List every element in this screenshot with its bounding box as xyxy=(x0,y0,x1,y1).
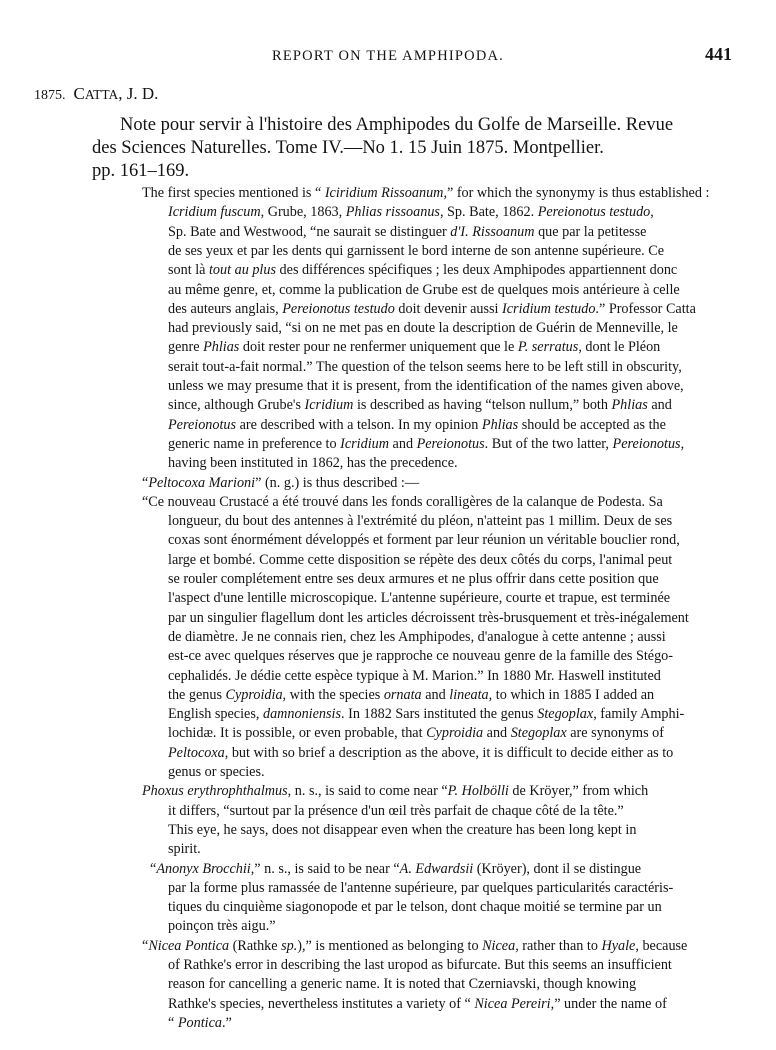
body-line: “Ce nouveau Crustacé a été trouvé dans les fonds coralligères de la calanque de Podesta. Sa xyxy=(142,493,663,510)
running-head: REPORT ON THE AMPHIPODA. xyxy=(271,48,505,64)
citation-line: Note pour servir à l'histoire des Amphipodes du Golfe de Marseille. Revue xyxy=(120,115,674,135)
body-line: “ Pontica.” xyxy=(168,1014,232,1031)
body-line: “Nicea Pontica (Rathke sp.),” is mentioned as belonging to Nicea, rather than to Hyale, because xyxy=(142,937,688,954)
body-line: it differs, “surtout par la présence d'un œil très parfait de chaque côté de la tête.” xyxy=(168,802,624,819)
body-line: par la forme plus ramassée de l'antenne supérieure, par quelques particularités caractéris- xyxy=(168,879,674,896)
body-line: se rouler complétement entre ses deux armures et ne plus offrir dans cette position que xyxy=(168,571,659,587)
author-surname: ATTA xyxy=(84,87,119,102)
body-line: par un singulier flagellum dont les articles décroissent très-brusquement et très-inégalement xyxy=(168,609,689,626)
body-line: genre Phlias doit rester pour ne renfermer uniquement que le P. serratus, dont le Pléon xyxy=(168,339,661,356)
body-line: “Anonyx Brocchii,” n. s., is said to be near “A. Edwardsii (Kröyer), dont il se distingue xyxy=(150,860,642,877)
body-line: “Peltocoxa Marioni” (n. g.) is thus described :— xyxy=(142,474,420,491)
body-line: de ses yeux et par les dents qui garnissent le bord interne de son antenne supérieure. Ce xyxy=(168,242,665,259)
body-line: est-ce avec quelques réserves que je rapproche ce nouveau genre de la famille des Stégo- xyxy=(168,648,673,665)
body-line: tiques du cinquième siagonopode et par le telson, dont chaque moitié se termine par un xyxy=(168,899,662,916)
entry-heading xyxy=(34,84,158,104)
body-line: The first species mentioned is “ Iciridium Rissoanum,” for which the synonymy is thus established : xyxy=(142,185,710,201)
author-initial: C xyxy=(73,84,85,103)
body-line: Peltocoxa, but with so brief a description as the above, it is difficult to decide either as to xyxy=(168,744,674,761)
body-line: Sp. Bate and Westwood, “ne saurait se distinguer d'I. Rissoanum que par la petitesse xyxy=(168,223,647,240)
body-line: large et bombé. Comme cette disposition se répète des deux côtés du corps, l'animal peut xyxy=(168,551,673,568)
body-line: unless we may presume that it is present, from the identification of the names given above, xyxy=(168,378,684,394)
body-line: coxas sont énormément développés et forment par leur réunion un véritable bouclier rond, xyxy=(168,532,680,549)
entry-year: 1875. xyxy=(34,88,66,103)
page-number: 441 xyxy=(705,44,732,64)
body-line: had previously said, “si on ne met pas en doute la description de Guérin de Menneville, le xyxy=(168,320,678,337)
body-line: lochidæ. It is possible, or even probable, that Cyproidia and Stegoplax are synonyms of xyxy=(168,725,664,742)
body-line: generic name in preference to Icridium and Pereionotus. But of the two latter, Pereionotus, xyxy=(168,435,685,452)
body-line: de diamètre. Je ne connais rien, chez les Amphipodes, d'analogue à cette antenne ; aussi xyxy=(168,628,666,645)
body-line: English species, damnoniensis. In 1882 Sars instituted the genus Stegoplax, family Amphi- xyxy=(168,706,685,723)
body-line: au même genre, et, comme la publication de Grube est de quelques mois antérieure à celle xyxy=(168,281,680,298)
body-line: Rathke's species, nevertheless institutes a variety of “ Nicea Pereiri,” under the name of xyxy=(168,995,667,1012)
body-line: the genus Cyproidia, with the species ornata and lineata, to which in 1885 I added an xyxy=(168,686,655,703)
body-line: reason for cancelling a generic name. It is noted that Czerniavski, though knowing xyxy=(168,976,637,993)
citation-line: pp. 161–169. xyxy=(92,161,190,181)
body-line: spirit. xyxy=(168,841,201,858)
body-line: of Rathke's error in describing the last uropod as bifurcate. But this seems an insufficient xyxy=(168,957,672,973)
body-line: sont là tout au plus des différences spécifiques ; les deux Amphipodes appartiennent donc xyxy=(168,262,678,279)
author-initials: , J. D. xyxy=(118,84,159,103)
body-line: having been instituted in 1862, has the precedence. xyxy=(168,455,458,472)
body-line: This eye, he says, does not disappear even when the creature has been long kept in xyxy=(168,821,637,838)
page-header xyxy=(0,44,776,72)
body-line: Phoxus erythrophthalmus, n. s., is said to come near “P. Holbölli de Kröyer,” from which xyxy=(142,783,649,800)
body-line: Pereionotus are described with a telson. In my opinion Phlias should be accepted as the xyxy=(168,416,666,433)
body-line: since, although Grube's Icridium is described as having “telson nullum,” both Phlias and xyxy=(168,397,672,414)
body-line: Icridium fuscum, Grube, 1863, Phlias rissoanus, Sp. Bate, 1862. Pereionotus testudo, xyxy=(168,204,654,221)
body-line: l'aspect d'une lentille microscopique. L'antenne supérieure, courte et trapue, est terminée xyxy=(168,590,671,607)
body-line: des auteurs anglais, Pereionotus testudo doit devenir aussi Icridium testudo.” Professor Catta xyxy=(168,300,696,317)
body-line: serait tout-a-fait normal.” The question of the telson seems here to be left still in obscurity, xyxy=(168,358,682,375)
body-line: longueur, du bout des antennes à l'extrémité du pléon, n'atteint pas 1 millim. Deux de ses xyxy=(168,513,673,530)
citation-line: des Sciences Naturelles. Tome IV.—No 1. 15 Juin 1875. Montpellier. xyxy=(92,138,604,158)
body-line: genus or species. xyxy=(168,764,265,780)
body-line: cephalidés. Je dédie cette espèce typique à M. Marion.” In 1880 Mr. Haswell instituted xyxy=(168,667,661,684)
body-line: poinçon très aigu.” xyxy=(168,918,276,935)
